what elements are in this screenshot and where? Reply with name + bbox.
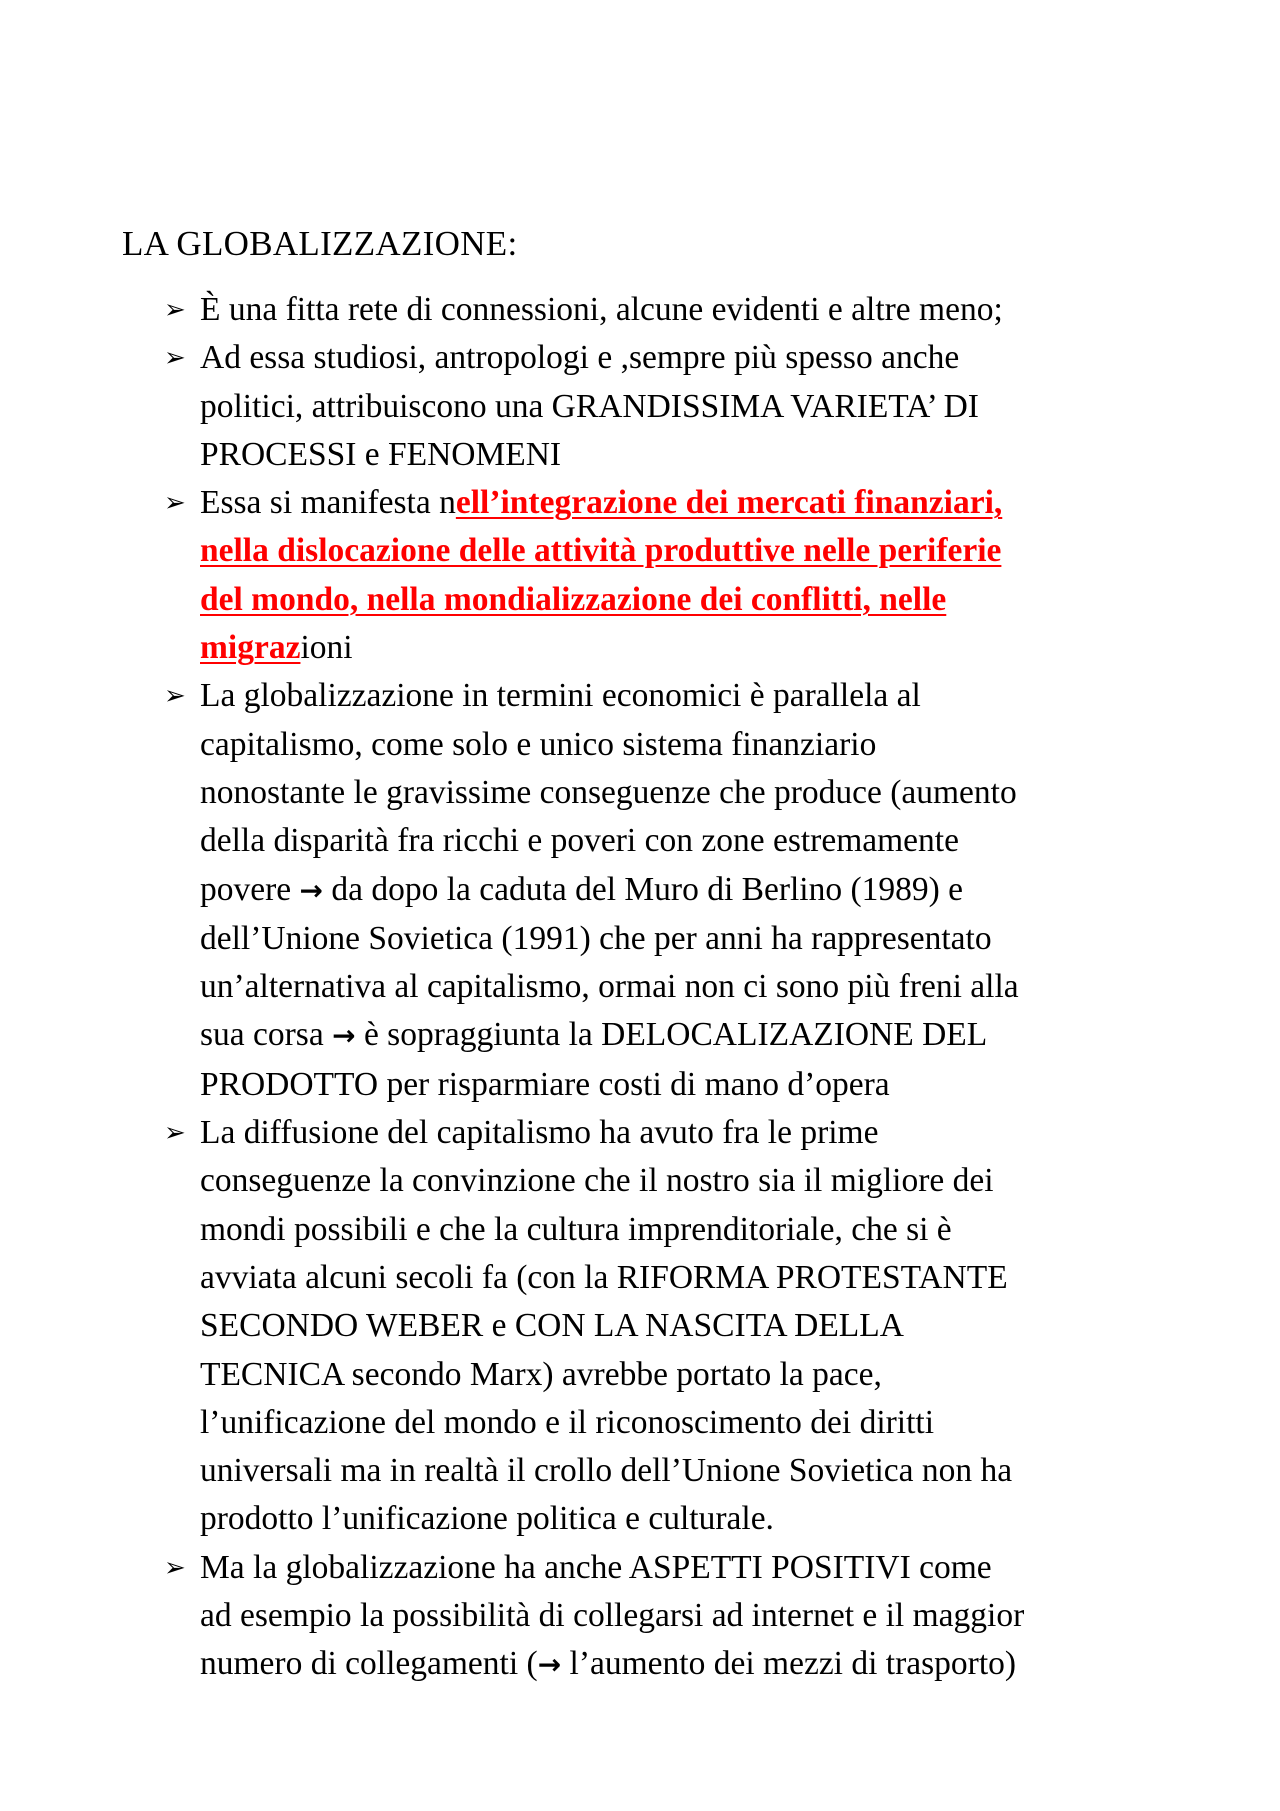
bullet-line: capitalismo, come solo e unico sistema finanziario [200,725,877,763]
bullet-line: universali ma in realtà il crollo dell’Unione Sovietica non ha [200,1452,1013,1490]
bullet-list [164,286,1174,1690]
bullet-line: Essa si manifesta n [200,484,456,522]
bullet-line: dell’Unione Sovietica (1991) che per anni ha rappresentato [200,919,992,957]
bullet-line: PROCESSI e FENOMENI [200,435,562,473]
bullet-line: ad esempio la possibilità di collegarsi ad internet e il maggior [200,1597,1025,1635]
bullet-line: prodotto l’unificazione politica e culturale. [200,1500,774,1538]
bullet-line: mondi possibili e che la cultura imprenditoriale, che si è [200,1210,952,1248]
bullet-line: sua corsa [200,1016,333,1054]
bullet-line: numero di collegamenti ( [200,1645,538,1683]
bullet-arrow-icon: ➢ [164,1552,186,1583]
bullet-arrow-icon: ➢ [164,681,186,712]
bullet-item-2 [164,334,1174,479]
right-arrow-icon: → [537,1648,562,1682]
bullet-line: l’aumento dei mezzi di trasporto) [561,1645,1017,1683]
bullet-line: PRODOTTO per risparmiare costi di mano d’opera [200,1065,890,1103]
document-title: LA GLOBALIZZAZIONE: [122,224,518,263]
bullet-line: TECNICA secondo Marx) avrebbe portato la pace, [200,1355,882,1393]
bullet-text [200,479,1174,672]
bullet-line: politici, attribuiscono una GRANDISSIMA VARIETA’ DI [200,387,979,425]
bullet-line: È una fitta rete di connessioni, alcune evidenti e altre meno; [200,291,1003,328]
bullet-line: è sopraggiunta la DELOCALIZAZIONE DEL [355,1016,988,1054]
bullet-line: l’unificazione del mondo e il riconoscimento dei diritti [200,1403,935,1441]
bullet-item-6 [164,1544,1174,1690]
bullet-line: da dopo la caduta del Muro di Berlino (1989) e [323,870,964,908]
bullet-item-4 [164,672,1174,1109]
bullet-text [200,1544,1174,1690]
bullet-line: La globalizzazione in termini economici è parallela al [200,677,921,715]
bullet-text [200,286,1174,334]
highlighted-text: ell’integrazione dei mercati finanziari, [455,484,1003,522]
bullet-line: conseguenze la convinzione che il nostro sia il migliore dei [200,1162,994,1200]
highlighted-text: del mondo, nella mondializzazione dei conflitti, nelle [200,580,947,618]
bullet-arrow-icon: ➢ [164,295,186,325]
bullet-line: avviata alcuni secoli fa (con la RIFORMA PROTESTANTE [200,1258,1008,1296]
bullet-line: SECONDO WEBER e CON LA NASCITA DELLA [200,1307,904,1345]
highlighted-text: migraz [200,629,301,667]
bullet-line: della disparità fra ricchi e poveri con zone estremamente [200,822,959,860]
bullet-arrow-icon: ➢ [164,1118,186,1149]
bullet-line: Ma la globalizzazione ha anche ASPETTI POSITIVI come [200,1548,992,1586]
bullet-text [200,334,1174,479]
bullet-text [200,672,1174,1109]
right-arrow-icon: → [299,873,323,907]
bullet-line: un’alternativa al capitalismo, ormai non ci sono più freni alla [200,968,1019,1006]
bullet-arrow-icon: ➢ [164,343,186,374]
bullet-item-5 [164,1109,1174,1544]
right-arrow-icon: → [332,1019,356,1053]
bullet-item-3 [164,479,1174,672]
bullet-item-1 [164,286,1174,334]
bullet-line: ioni [300,629,353,667]
bullet-line: Ad essa studiosi, antropologi e ,sempre più spesso anche [200,339,960,377]
bullet-line: La diffusione del capitalismo ha avuto fra le prime [200,1114,879,1152]
bullet-line: povere [200,870,300,908]
highlighted-text: nella dislocazione delle attività produttive nelle periferie [200,532,1002,570]
bullet-line: nonostante le gravissime conseguenze che produce (aumento [200,773,1017,811]
bullet-text [200,1109,1174,1544]
bullet-arrow-icon: ➢ [164,488,186,519]
